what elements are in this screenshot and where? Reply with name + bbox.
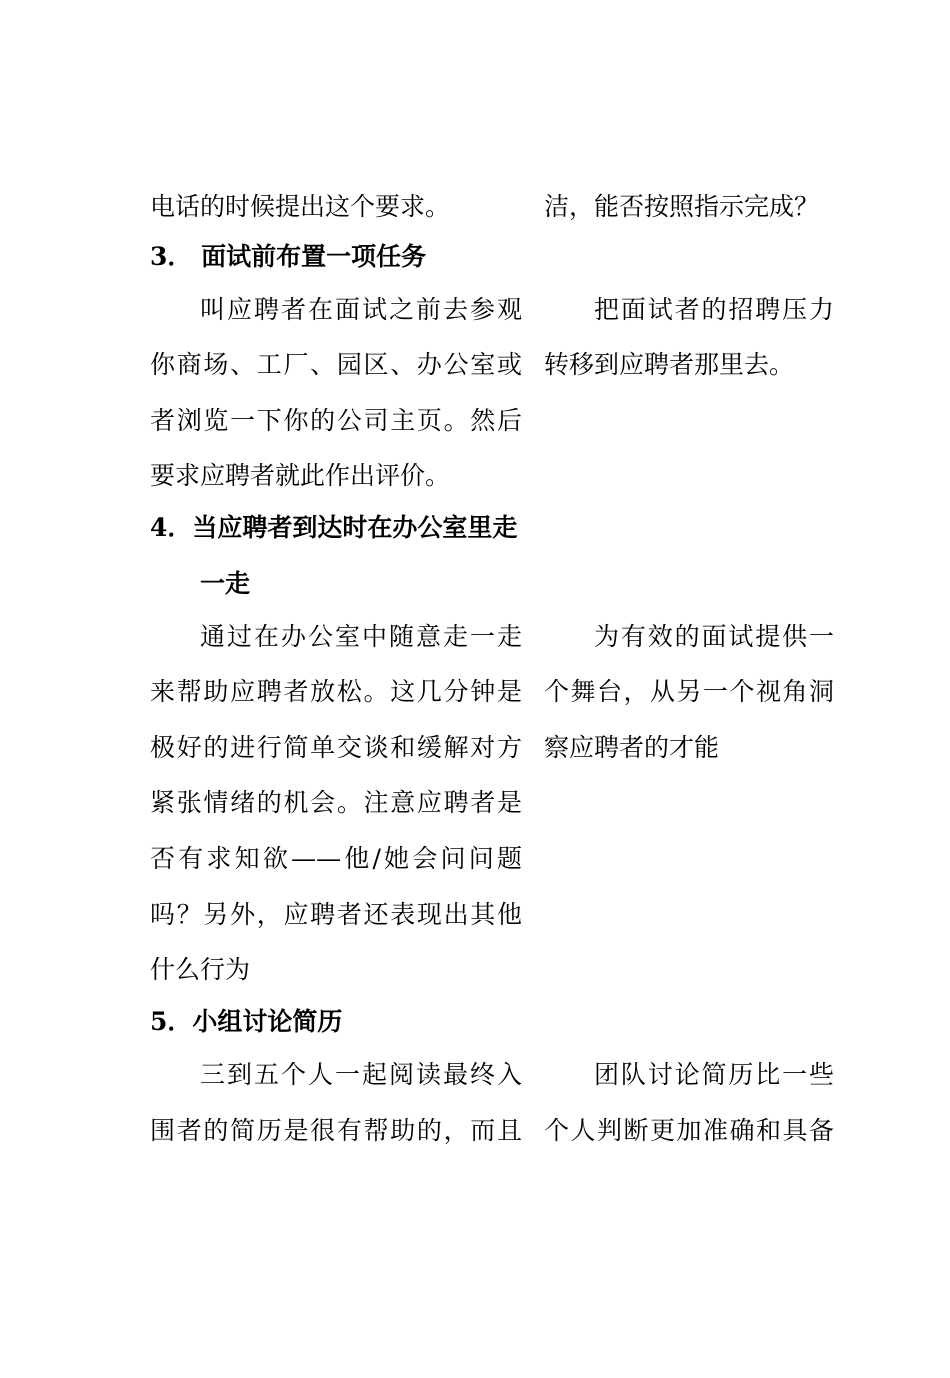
left-line-13: 否有求知欲——他/她会问问题 xyxy=(150,844,522,873)
left-line-14: 吗？另外，应聘者还表现出其他 xyxy=(150,900,522,929)
right-line-5: 个舞台，从另一个视角洞 xyxy=(544,677,834,706)
left-line-5: 者浏览一下你的公司主页。然后 xyxy=(150,406,522,435)
left-line-9: 通过在办公室中随意走一走 xyxy=(200,622,522,651)
left-line-10: 来帮助应聘者放松。这几分钟是 xyxy=(150,677,522,706)
right-line-3: 转移到应聘者那里去。 xyxy=(544,350,795,379)
right-line-4: 为有效的面试提供一 xyxy=(594,622,834,651)
left-line-3: 叫应聘者在面试之前去参观 xyxy=(200,295,522,324)
left-line-12: 紧张情绪的机会。注意应聘者是 xyxy=(150,788,522,817)
right-line-8: 个人判断更加准确和具备 xyxy=(544,1116,834,1145)
left-line-6: 要求应聘者就此作出评价。 xyxy=(150,461,451,490)
right-line-6: 察应聘者的才能 xyxy=(544,733,720,762)
right-line-7: 团队讨论简历比一些 xyxy=(594,1060,834,1089)
right-line-2: 把面试者的招聘压力 xyxy=(594,295,834,324)
heading-4: 4．当应聘者到达时在办公室里走 xyxy=(150,513,518,542)
heading-3: 3． 面试前布置一项任务 xyxy=(150,242,427,271)
heading-4-continued: 一走 xyxy=(200,569,251,598)
right-line-1: 洁，能否按照指示完成？ xyxy=(544,192,820,221)
heading-5: 5．小组讨论简历 xyxy=(150,1007,343,1036)
left-line-1: 电话的时候提出这个要求。 xyxy=(150,192,451,221)
left-line-4: 你商场、工厂、园区、办公室或 xyxy=(150,350,522,379)
left-line-15: 什么行为 xyxy=(150,955,251,984)
left-line-17: 三到五个人一起阅读最终入 xyxy=(200,1060,522,1089)
left-line-11: 极好的进行简单交谈和缓解对方 xyxy=(150,733,522,762)
left-line-18: 围者的简历是很有帮助的，而且 xyxy=(150,1116,522,1145)
